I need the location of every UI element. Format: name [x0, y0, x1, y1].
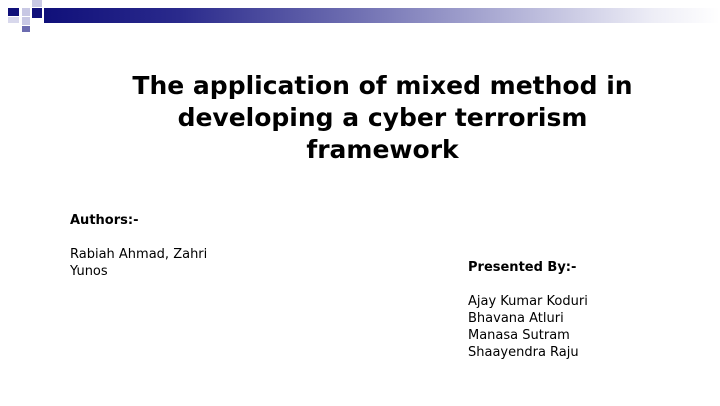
decorative-square — [8, 8, 19, 16]
presenters-block — [468, 259, 668, 361]
decorative-gradient-band — [44, 8, 720, 23]
presenters-heading: Presented By:- — [468, 260, 577, 275]
presenter-name: Shaayendra Raju — [468, 345, 579, 360]
spacer — [468, 276, 668, 293]
authors-heading: Authors:- — [70, 213, 139, 228]
decorative-square — [22, 8, 30, 16]
decorative-square — [32, 8, 42, 18]
decorative-square — [32, 0, 42, 7]
presenter-name: Manasa Sutram — [468, 328, 570, 343]
authors-block — [70, 212, 245, 280]
author-names: Rabiah Ahmad, Zahri Yunos — [70, 247, 208, 279]
decorative-square — [22, 26, 30, 32]
presenter-name: Ajay Kumar Koduri — [468, 294, 588, 309]
spacer — [70, 229, 245, 246]
slide-title: The application of mixed method in developing a cyber terrorism framework — [132, 71, 633, 164]
decorative-square — [8, 17, 19, 23]
presenter-name: Bhavana Atluri — [468, 311, 564, 326]
decorative-header-bar — [0, 0, 720, 30]
decorative-square — [22, 17, 30, 25]
